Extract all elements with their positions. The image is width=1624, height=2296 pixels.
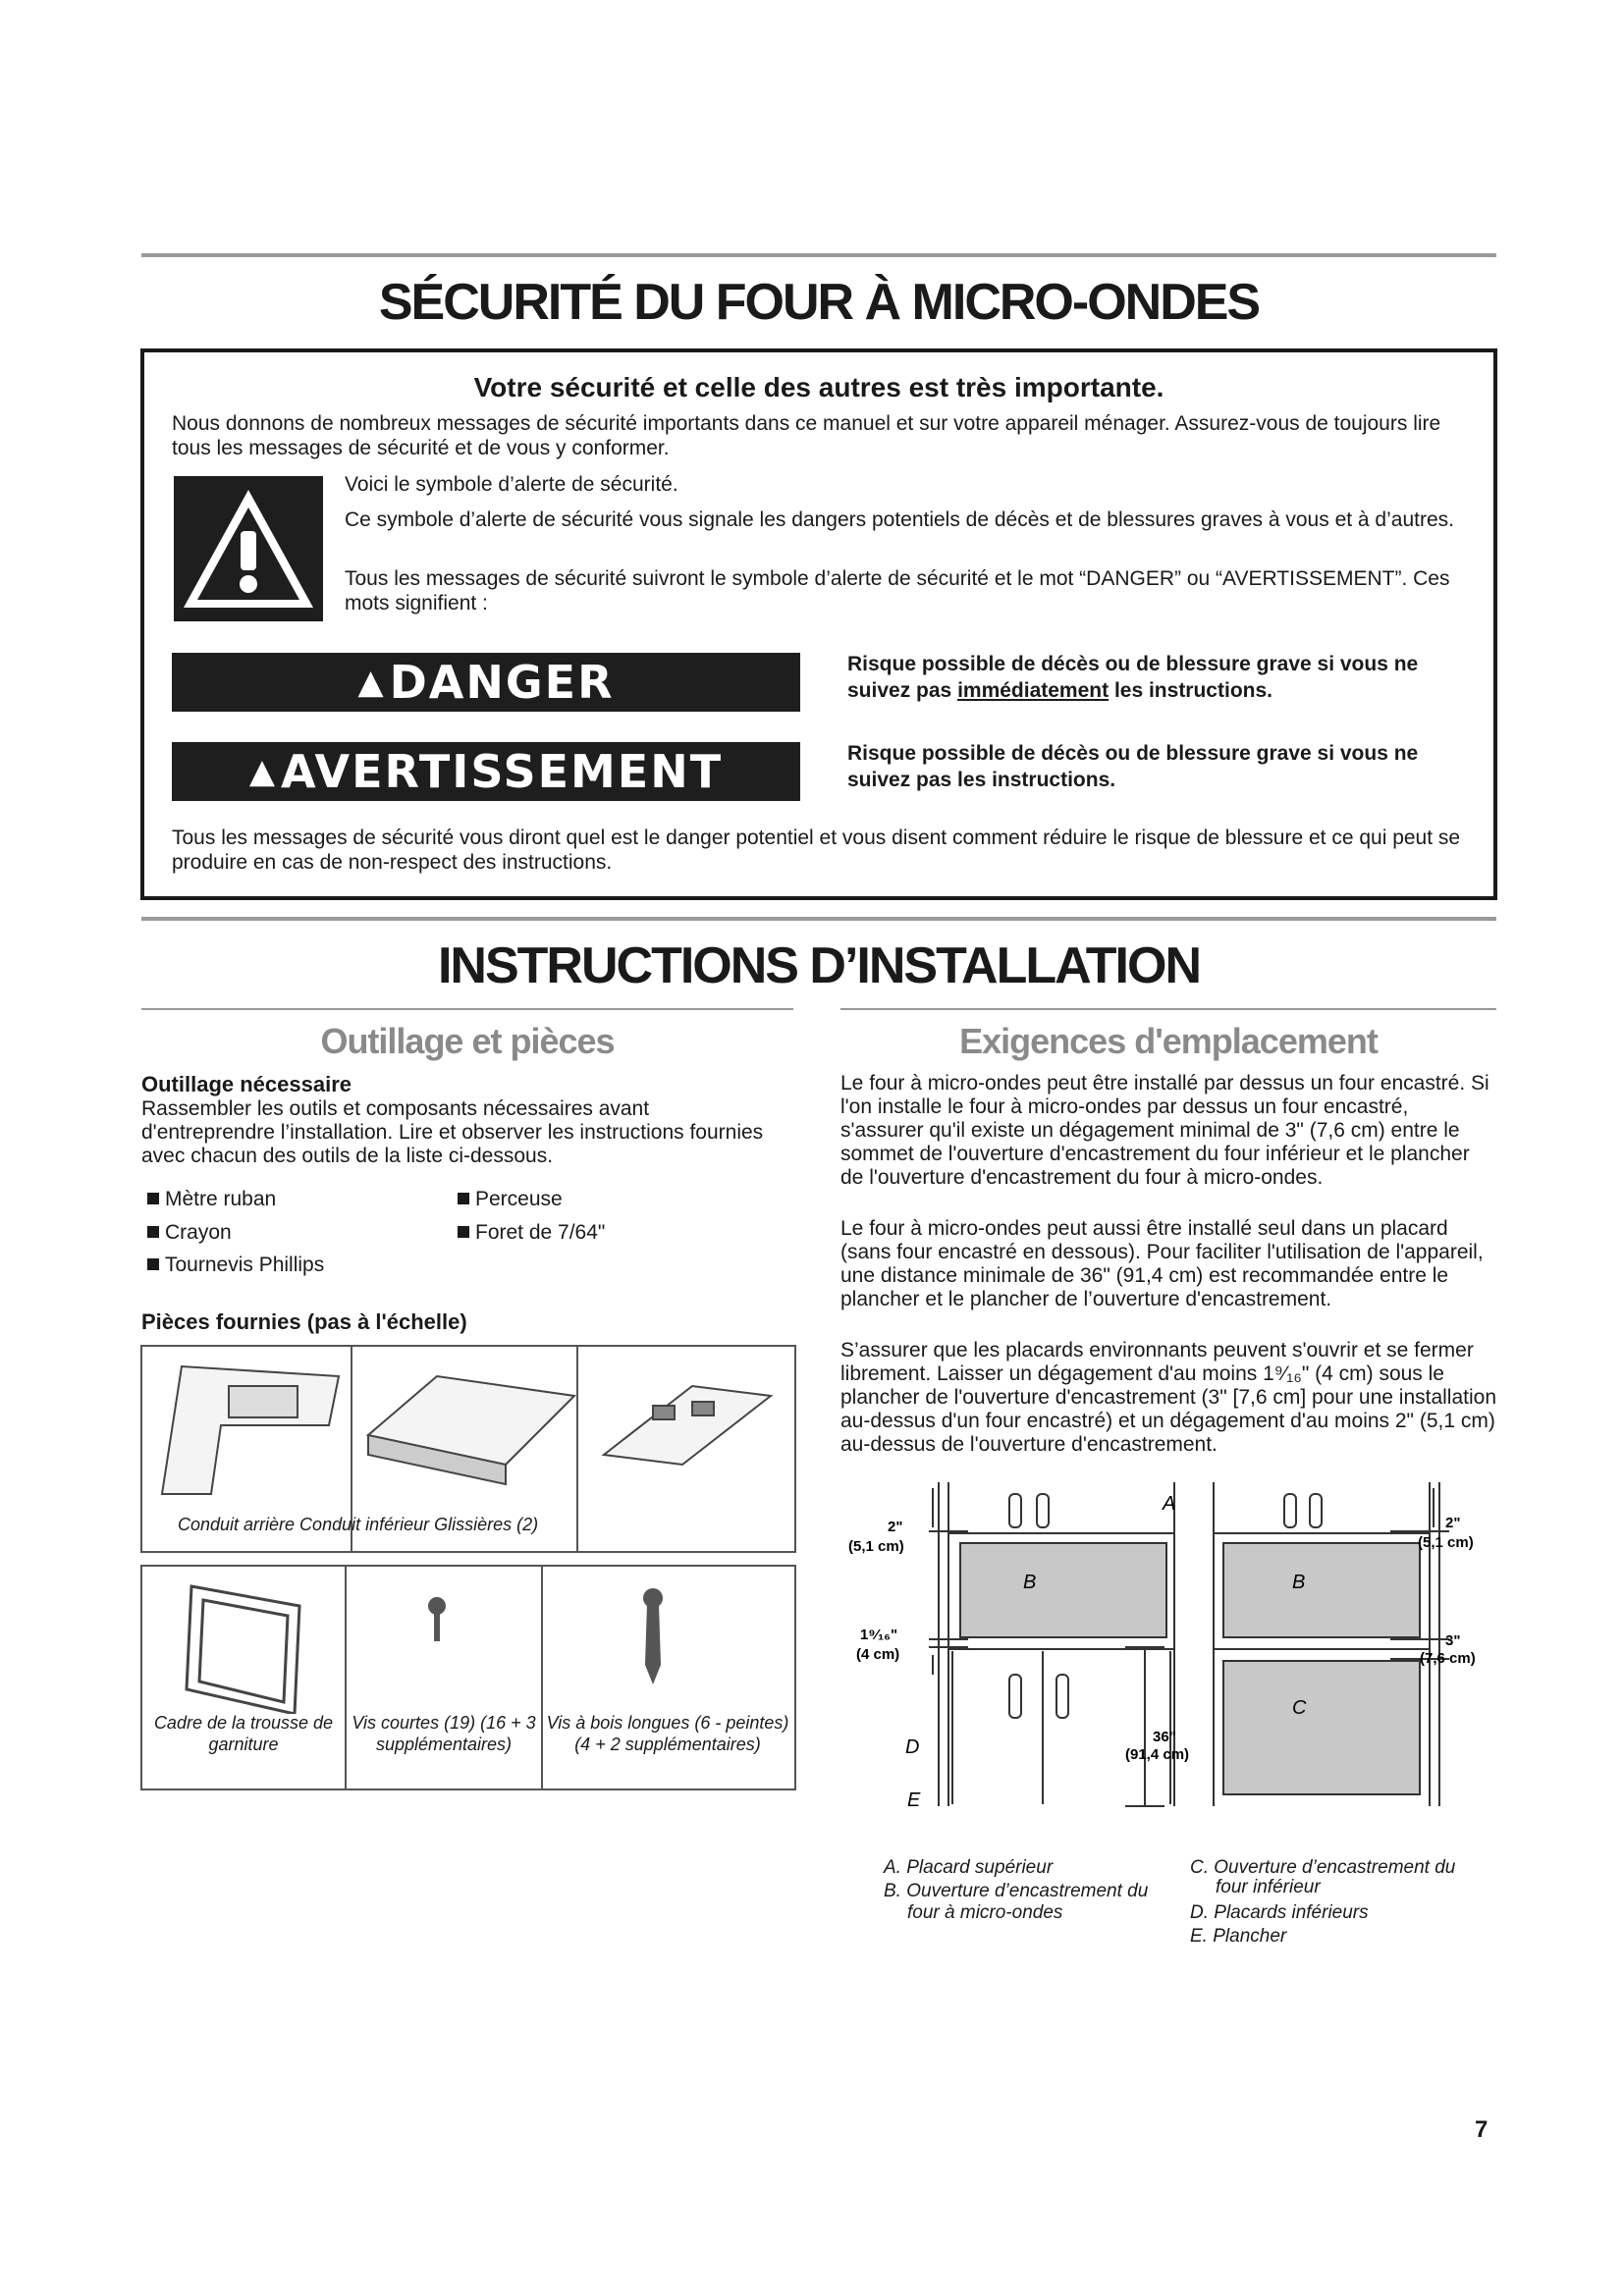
right-column-rule (840, 1008, 1496, 1010)
parts-caption-top: Conduit arrière Conduit inférieur Glissières (2) (178, 1515, 539, 1534)
parts-caption-trim: Cadre de la trousse de garniture (153, 1713, 334, 1754)
tool-item: Crayon (147, 1221, 232, 1245)
dim-2in-left: 2" (888, 1519, 903, 1535)
dim-4cm: (4 cm) (856, 1646, 900, 1663)
tools-intro: Rassembler les outils et composants nécessaires avant d'entreprendre l’installation. Lire et observer les instructions fournies avec chacun des outils de la liste ci-dessous. (141, 1097, 764, 1167)
install-rule (141, 917, 1496, 921)
dim-1916: 1⁹⁄₁₆" (860, 1627, 898, 1643)
dim-2in-right: 2" (1445, 1515, 1461, 1531)
danger-label: DANGER (389, 656, 615, 709)
dim-76: (7,6 cm) (1420, 1650, 1476, 1667)
legend-b2: four à micro-ondes (907, 1902, 1063, 1923)
label-a: A (1163, 1493, 1176, 1515)
label-e: E (907, 1789, 921, 1811)
cabinet-diagram (840, 1482, 1496, 1836)
warning-text: Risque possible de décès ou de blessure grave si vous ne suivez pas les instructions. (847, 742, 1419, 791)
tools-heading: Outillage et pièces (320, 1021, 615, 1061)
tools-subheading: Outillage nécessaire (141, 1072, 352, 1096)
parts-caption-short-screws: Vis courtes (19) (16 + 3 supplémentaires) (352, 1713, 536, 1754)
messages-line: Tous les messages de sécurité suivront le symbole d’alerte de sécurité et le mot “DANGER” ou “AVERTISSEMENT”. Ces mots signifient : (345, 567, 1450, 614)
dim-914: (91,4 cm) (1125, 1746, 1190, 1763)
warning-triangle-icon: ▲ (357, 663, 386, 702)
parts-illustration-hardware (142, 1567, 794, 1714)
cabinet-diagram-drawing (840, 1482, 1496, 1836)
parts-heading: Pièces fournies (pas à l'échelle) (141, 1309, 467, 1334)
label-d: D (905, 1736, 920, 1758)
legend-b1: B. Ouverture d’encastrement du (884, 1881, 1149, 1901)
page-number: 7 (1475, 2116, 1489, 2143)
tool-item: Tournevis Phillips (147, 1254, 324, 1277)
location-p2: Le four à micro-ondes peut aussi être installé seul dans un placard (sans four encastré en dessous). Pour faciliter l'utilisation de l'appareil, une distance minimale de 36" (91,4 cm) est recommandée entre le plancher et le plancher de l’ouverture d'encastrement. (840, 1217, 1484, 1310)
danger-text: Risque possible de décès ou de blessure grave si vous ne suivez pas immédiatement les instructions. (847, 653, 1419, 702)
danger-emphasis: immédiatement (957, 679, 1110, 702)
location-heading: Exigences d'emplacement (959, 1021, 1378, 1061)
label-b-left: B (1023, 1572, 1037, 1593)
label-c: C (1292, 1697, 1307, 1719)
safety-alert-icon (174, 476, 323, 621)
parts-grid-top (140, 1345, 796, 1553)
warning-banner (172, 742, 800, 801)
legend-c2: four inférieur (1216, 1877, 1321, 1897)
legend-c1: C. Ouverture d’encastrement du (1190, 1857, 1456, 1878)
parts-caption-wood-screws: Vis à bois longues (6 - peintes) (4 + 2 supplémentaires) (546, 1713, 789, 1754)
symbol-desc: Ce symbole d’alerte de sécurité vous signale les dangers potentiels de décès et de blessures graves à vous et à d’autres. (345, 508, 1454, 531)
dim-5cm-right: (5,1 cm) (1418, 1534, 1474, 1551)
location-p1: Le four à micro-ondes peut être installé par dessus un four encastré. Si l'on installe le four à micro-ondes par dessus un four encastré, s'assurer qu'il existe un dégagement minimal de 3" (7,6 cm) entre le sommet de l'ouverture d'encastrement du four inférieur et le plancher de l'ouverture d'encastrement du four à micro-ondes. (840, 1072, 1489, 1189)
parts-grid-bottom (140, 1565, 796, 1790)
tool-item: Foret de 7/64" (458, 1221, 605, 1245)
warning-label: AVERTISSEMENT (281, 745, 724, 798)
safety-box (140, 348, 1497, 900)
top-rule (141, 253, 1496, 257)
danger-banner (172, 653, 800, 712)
legend-a: A. Placard supérieur (884, 1857, 1054, 1878)
legend-e: E. Plancher (1190, 1926, 1287, 1947)
safety-footer: Tous les messages de sécurité vous diront quel est le danger potentiel et vous disent comment réduire le risque de blessure et ce qui peut se produire en cas de non-respect des instructions. (172, 827, 1461, 874)
symbol-line: Voici le symbole d’alerte de sécurité. (345, 473, 678, 496)
warning-triangle-icon: ▲ (248, 752, 278, 791)
left-column-rule (141, 1008, 793, 1010)
safety-title: SÉCURITÉ DU FOUR À MICRO-ONDES (378, 274, 1260, 331)
dim-3in: 3" (1445, 1632, 1461, 1649)
label-b-right: B (1292, 1572, 1306, 1593)
safety-heading: Votre sécurité et celle des autres est très importante. (473, 372, 1164, 402)
safety-intro: Nous donnons de nombreux messages de sécurité importants dans ce manuel et sur votre appareil ménager. Assurez-vous de toujours lire tous les messages de sécurité et de vous y conformer. (172, 412, 1441, 459)
legend-d: D. Placards inférieurs (1190, 1902, 1369, 1923)
tool-item: Mètre ruban (147, 1188, 276, 1211)
location-p3: S’assurer que les placards environnants peuvent s'ouvrir et se fermer librement. Laisser un dégagement d'au moins 1⁹⁄₁₆" (4 cm) sous le plancher de l'ouverture d'encastrement (3" [7,6 cm] pour une installation au-dessus d'un four encastré) et un dégagement d'au moins 2" (5,1 cm) au-dessus de l'ouverture d'encastrement. (840, 1339, 1497, 1456)
install-title: INSTRUCTIONS D’INSTALLATION (437, 937, 1201, 994)
parts-illustration-ducts (142, 1347, 794, 1514)
dim-36: 36" (1153, 1729, 1176, 1745)
tool-item: Perceuse (458, 1188, 563, 1211)
dim-5cm-left: (5,1 cm) (848, 1538, 904, 1555)
